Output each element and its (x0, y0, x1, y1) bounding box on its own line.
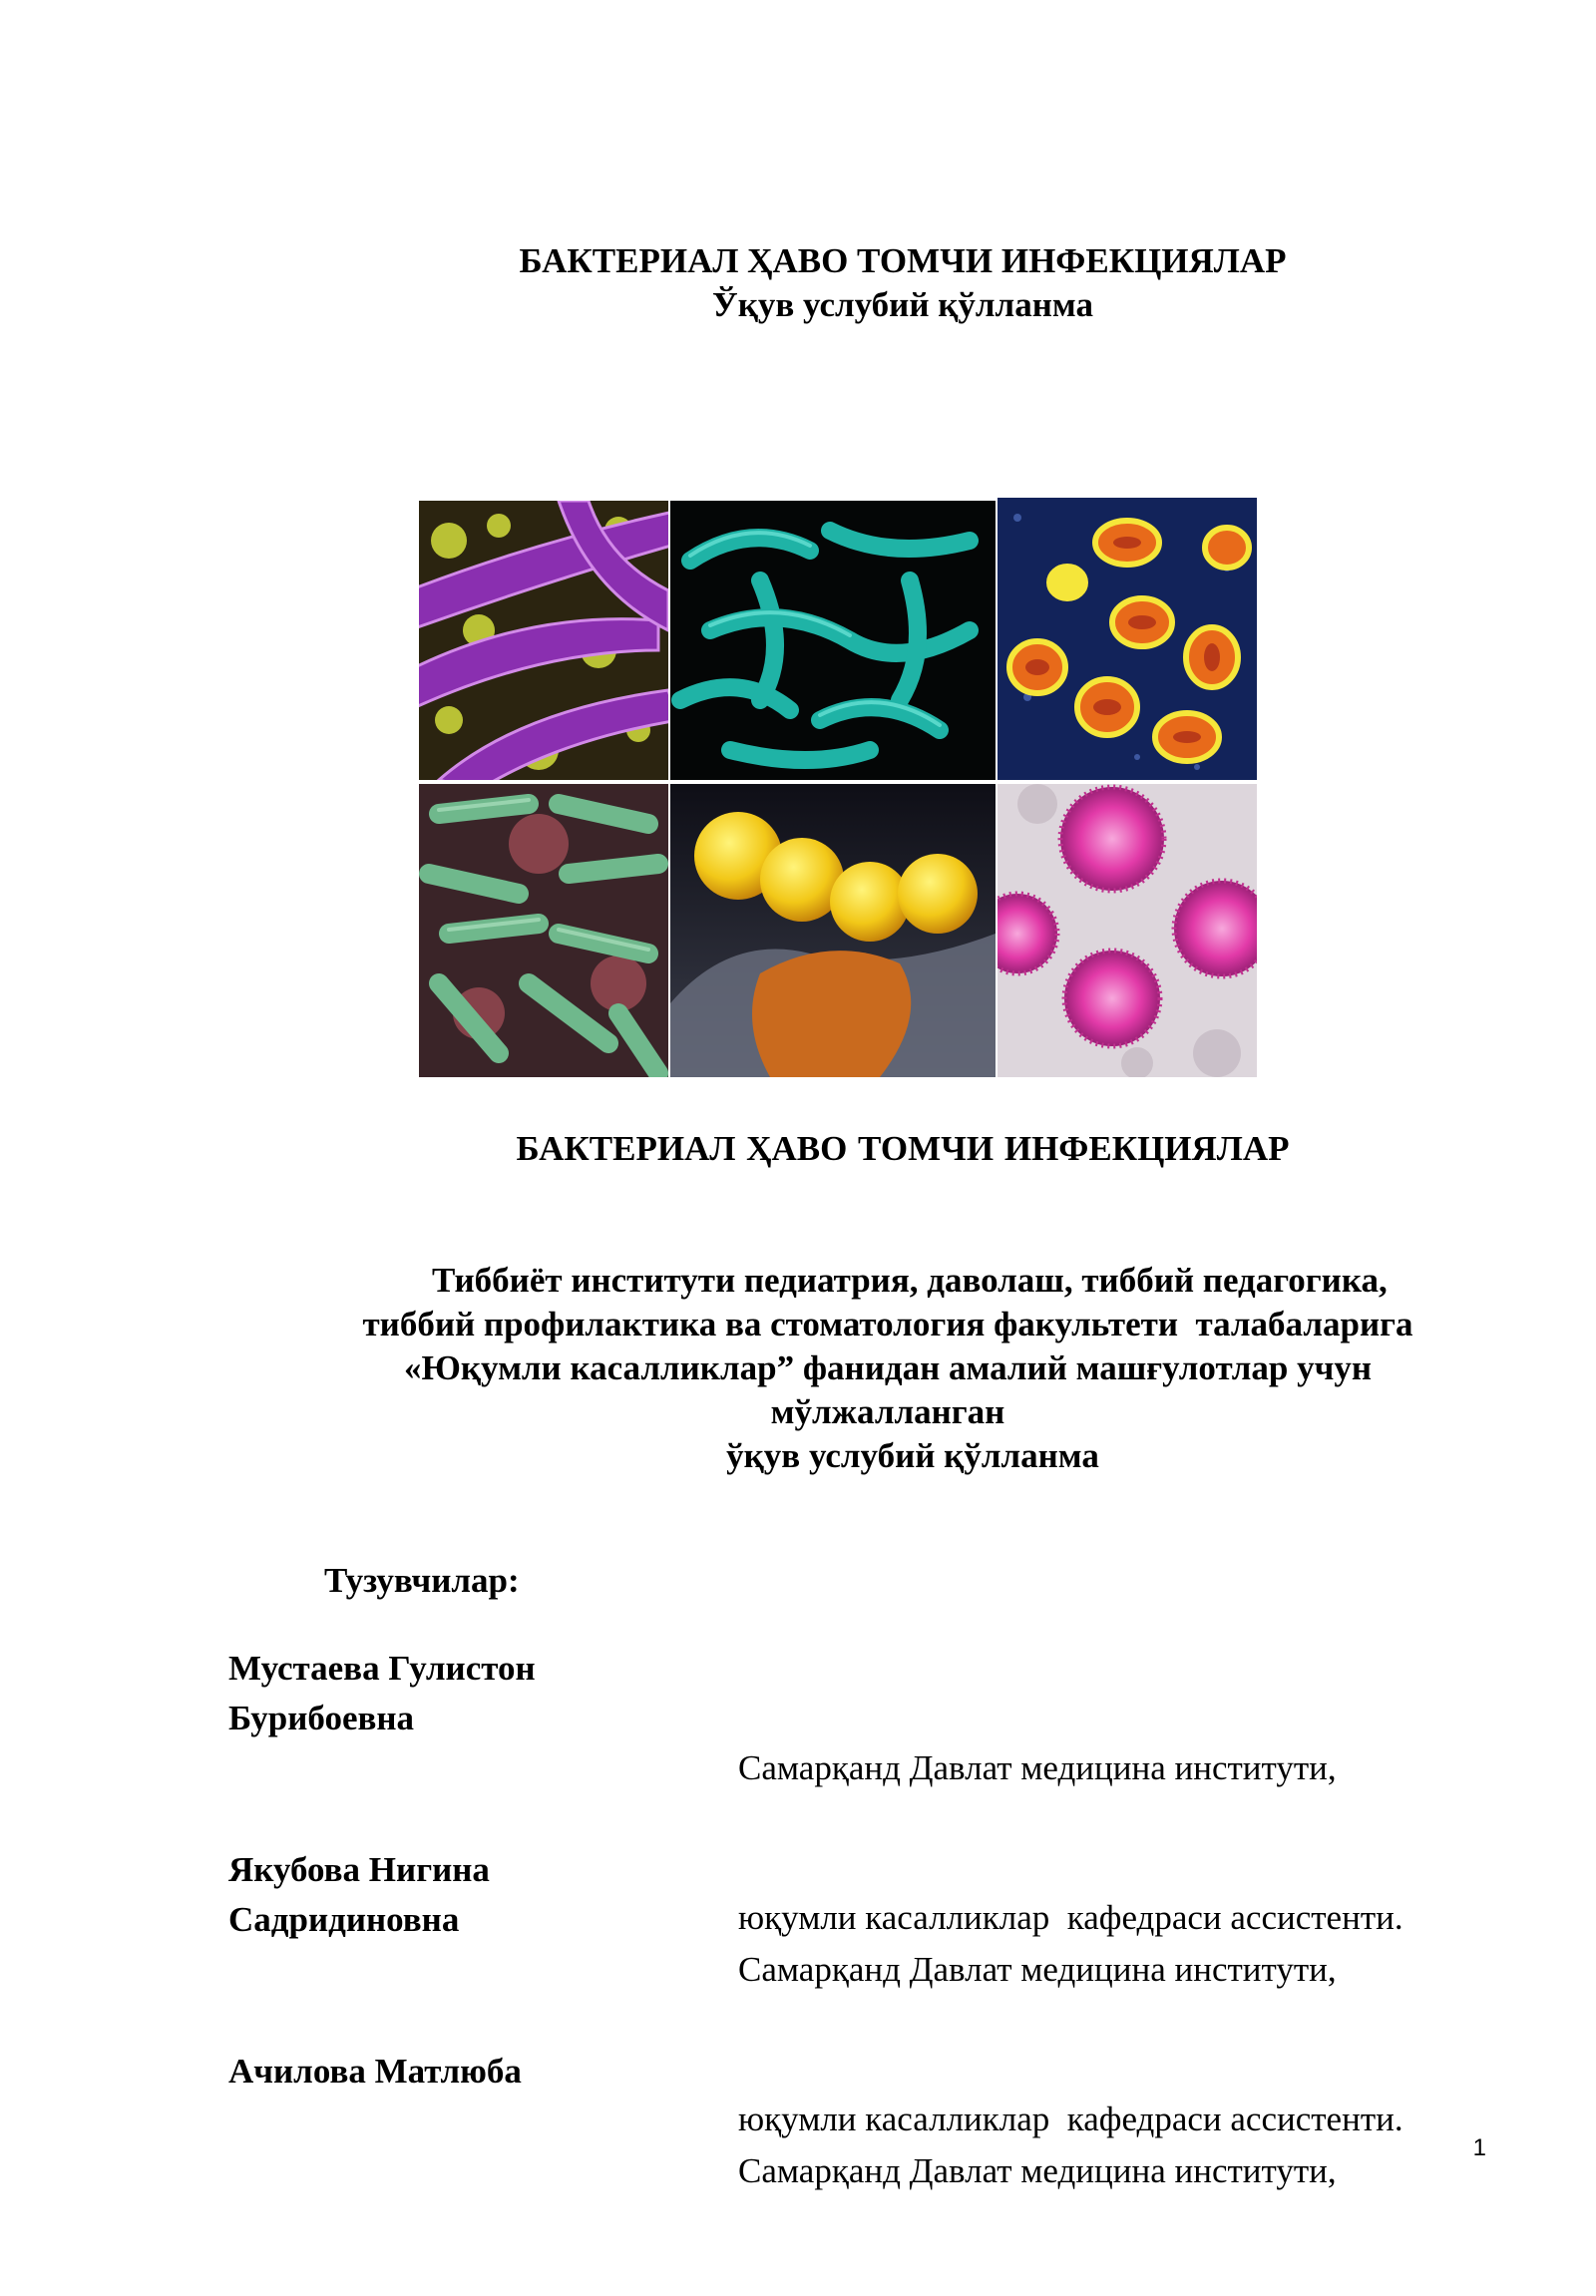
orange-virus-micrograph (998, 498, 1257, 780)
green-bacilli-micrograph (419, 784, 668, 1077)
document-title: БАКТЕРИАЛ ҲАВО ТОМЧИ ИНФЕКЦИЯЛАР (519, 241, 1287, 280)
author-name-line: Мустаева Гулистон (228, 1649, 536, 1688)
micrograph-collage (419, 501, 1257, 1077)
author-affiliation-line: Самарқанд Давлат медицина институти, (738, 1950, 1337, 1989)
page-number: 1 (1472, 2134, 1486, 2161)
author-name-line: Ачилова Матлюба (228, 2052, 522, 2091)
author-name-line: Садридиновна (228, 1900, 460, 1939)
author-name-line: Бурибоевна (228, 1699, 415, 1737)
author-name (228, 1644, 707, 1743)
author-name-line: Якубова Нигина (228, 1850, 490, 1889)
purpose-line: мўлжалланган (770, 1392, 1005, 1431)
purpose-line: «Юқумли касалликлар” фанидан амалий машғулотлар учун (403, 1348, 1373, 1387)
author-affiliation-line: юқумли касалликлар кафедраси ассистенти. (738, 1898, 1403, 1937)
purple-rods-micrograph (419, 501, 668, 780)
purpose-statement (259, 1259, 1516, 1478)
authors-label: Тузувчилар: (324, 1561, 520, 1600)
purpose-line: Тиббиёт институти педиатрия, даволаш, тиббий педагогика, (388, 1261, 1388, 1300)
author-affiliation (738, 2047, 1536, 2296)
purpose-line: тиббий профилактика ва стоматология факультети талабаларига (362, 1305, 1413, 1343)
teal-bacteria-micrograph (670, 501, 996, 780)
author-name (228, 1845, 707, 1945)
purpose-line: ўқув услубий қўлланма (726, 1436, 1099, 1475)
author-affiliation-line: Самарқанд Давлат медицина институти, (738, 1748, 1337, 1787)
pink-virions-micrograph (998, 784, 1257, 1077)
document-subtitle: Ўқув услубий қўлланма (712, 285, 1093, 324)
document-heading-repeat: БАКТЕРИАЛ ҲАВО ТОМЧИ ИНФЕКЦИЯЛАР (516, 1129, 1290, 1168)
author-name (228, 2047, 707, 2097)
author-affiliation-line: Самарқанд Давлат медицина институти, (738, 2151, 1337, 2190)
yellow-cocci-micrograph (670, 784, 996, 1077)
author-affiliation-line: юқумли касалликлар кафедраси ассистенти. (738, 2100, 1403, 2138)
